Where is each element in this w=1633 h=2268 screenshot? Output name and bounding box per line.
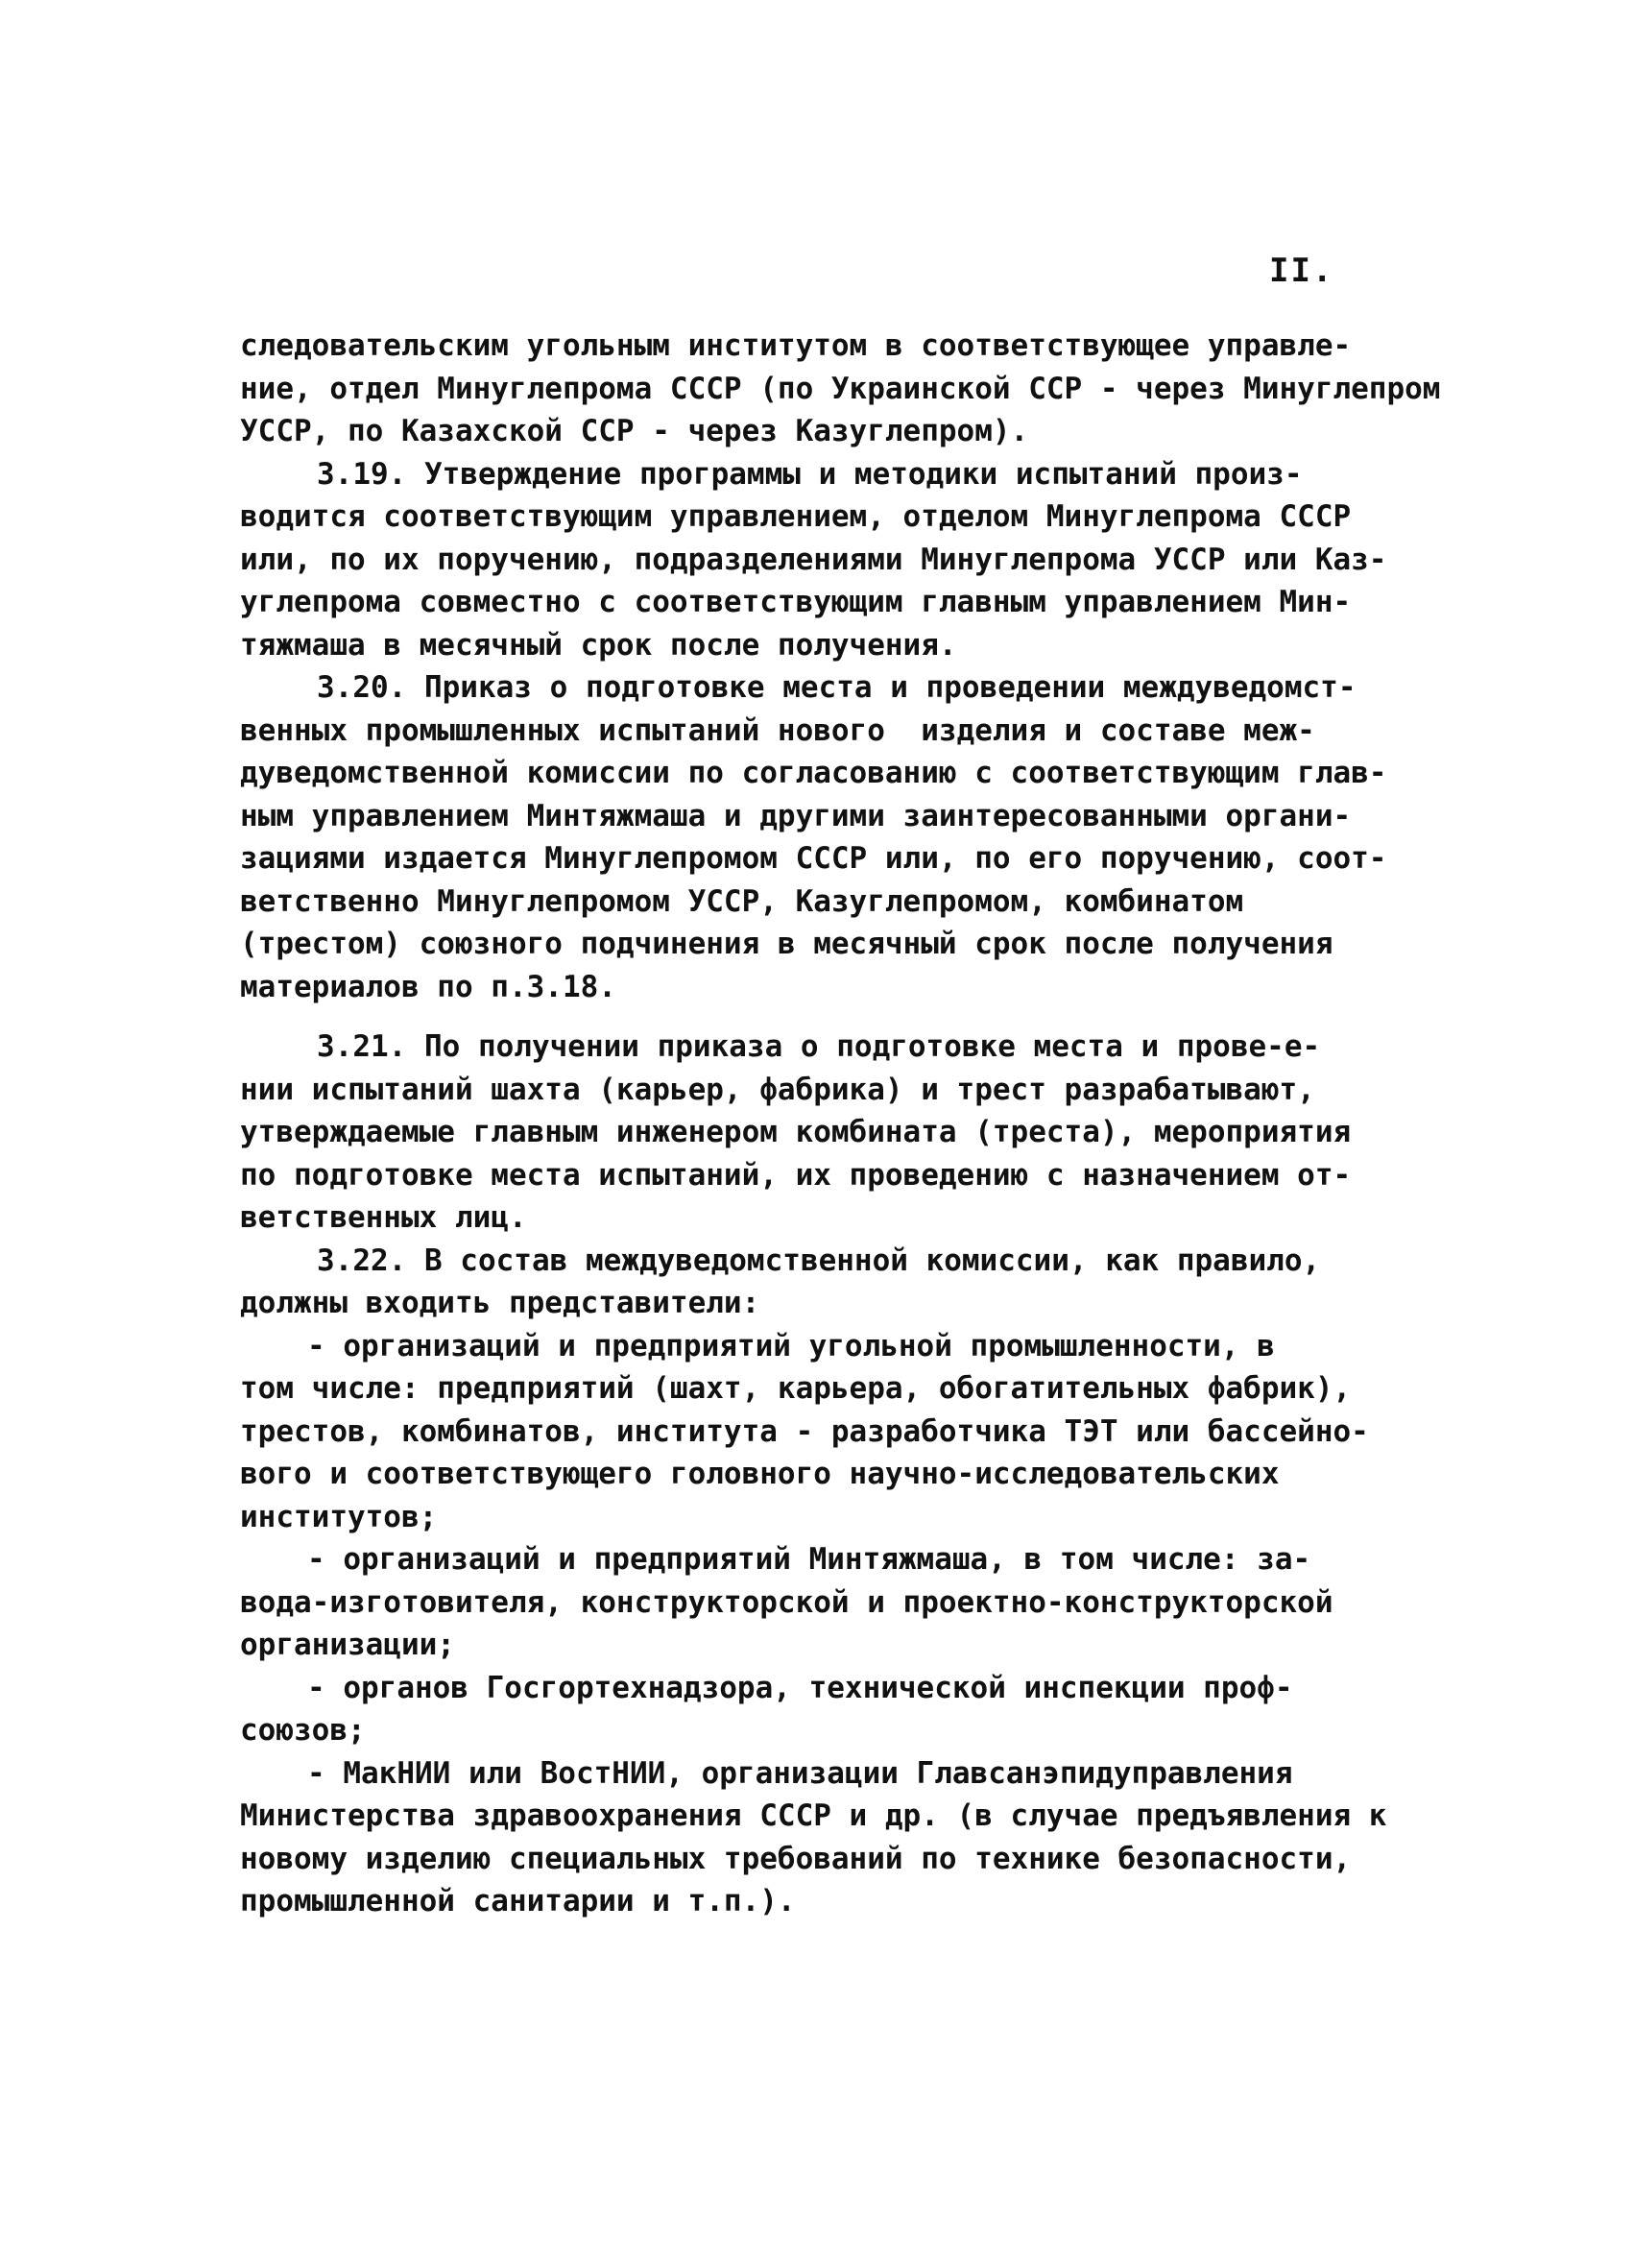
text-line: вого и соответствующего головного научно-исследовательских	[240, 1457, 1280, 1491]
text-line: должны входить представители:	[240, 1286, 760, 1320]
text-line: - органов Госгортехнадзора, технической инспекции проф-	[307, 1670, 1293, 1705]
text-line: 3.20. Приказ о подготовке места и проведении междуведомст-	[317, 670, 1357, 705]
text-line: по подготовке места испытаний, их проведению с назначением от-	[240, 1157, 1352, 1193]
text-line: том числе: предприятий (шахт, карьера, обогатительных фабрик),	[240, 1371, 1352, 1406]
text-line: зациями издается Минуглепромом СССР или, по его поручению, соот-	[240, 841, 1387, 876]
document-body	[240, 325, 1441, 1923]
text-line: 3.19. Утверждение программы и методики испытаний произ-	[317, 456, 1303, 492]
text-line: водится соответствующим управлением, отделом Минуглепрома СССР	[240, 499, 1352, 534]
text-line: утверждаемые главным инженером комбината (треста), мероприятия	[240, 1115, 1352, 1149]
text-line: ветственных лиц.	[240, 1200, 527, 1235]
text-line: Министерства здравоохранения СССР и др. (в случае предъявления к	[240, 1798, 1387, 1833]
text-line: 3.22. В состав междуведомственной комиссии, как правило,	[317, 1243, 1321, 1278]
text-line: следовательским угольным институтом в соответствующее управле-	[240, 328, 1352, 363]
text-line: дуведомственной комиссии по согласованию с соответствующим глав-	[240, 756, 1387, 790]
text-line: УССР, по Казахской ССР - через Казуглепром).	[240, 414, 1029, 448]
text-line: материалов по п.3.18.	[240, 969, 616, 1004]
text-line: союзов;	[240, 1713, 366, 1748]
text-line: ветственно Минуглепромом УССР, Казуглепромом, комбинатом	[240, 883, 1244, 919]
text-line: ние, отдел Минуглепрома СССР (по Украинской ССР - через Минуглепром	[240, 371, 1441, 406]
text-line: 3.21. По получении приказа о подготовке места и прове-е-	[317, 1029, 1321, 1064]
text-line: новому изделию специальных требований по технике безопасности,	[240, 1841, 1352, 1876]
text-line: или, по их поручению, подразделениями Минуглепрома УССР или Каз-	[240, 542, 1387, 577]
text-line: - организаций и предприятий Минтяжмаша, в том числе: за-	[307, 1542, 1311, 1577]
text-line: венных промышленных испытаний нового изделия и составе меж-	[240, 712, 1315, 748]
text-line: организации;	[240, 1628, 455, 1662]
text-line: (трестом) союзного подчинения в месячный срок после получения	[240, 927, 1333, 961]
text-line: трестов, комбинатов, института - разработчика ТЭТ или бассейно-	[240, 1413, 1369, 1449]
text-line: вода-изготовителя, конструкторской и проектно-конструкторской	[240, 1584, 1333, 1620]
text-line: углепрома совместно с соответствующим главным управлением Мин-	[240, 585, 1352, 619]
text-line: нии испытаний шахта (карьер, фабрика) и трест разрабатывают,	[240, 1072, 1315, 1107]
text-line: - организаций и предприятий угольной промышленности, в	[307, 1328, 1275, 1363]
page-number: II.	[1269, 252, 1334, 290]
text-line: - МакНИИ или ВостНИИ, организации Главсанэпидуправления	[307, 1755, 1293, 1791]
text-line: промышленной санитарии и т.п.).	[240, 1884, 796, 1918]
text-line: институтов;	[240, 1499, 438, 1534]
text-line: ным управлением Минтяжмаша и другими заинтересованными органи-	[240, 798, 1352, 833]
paragraph-gap	[240, 1008, 1430, 1025]
text-line: тяжмаша в месячный срок после получения.	[240, 627, 957, 663]
